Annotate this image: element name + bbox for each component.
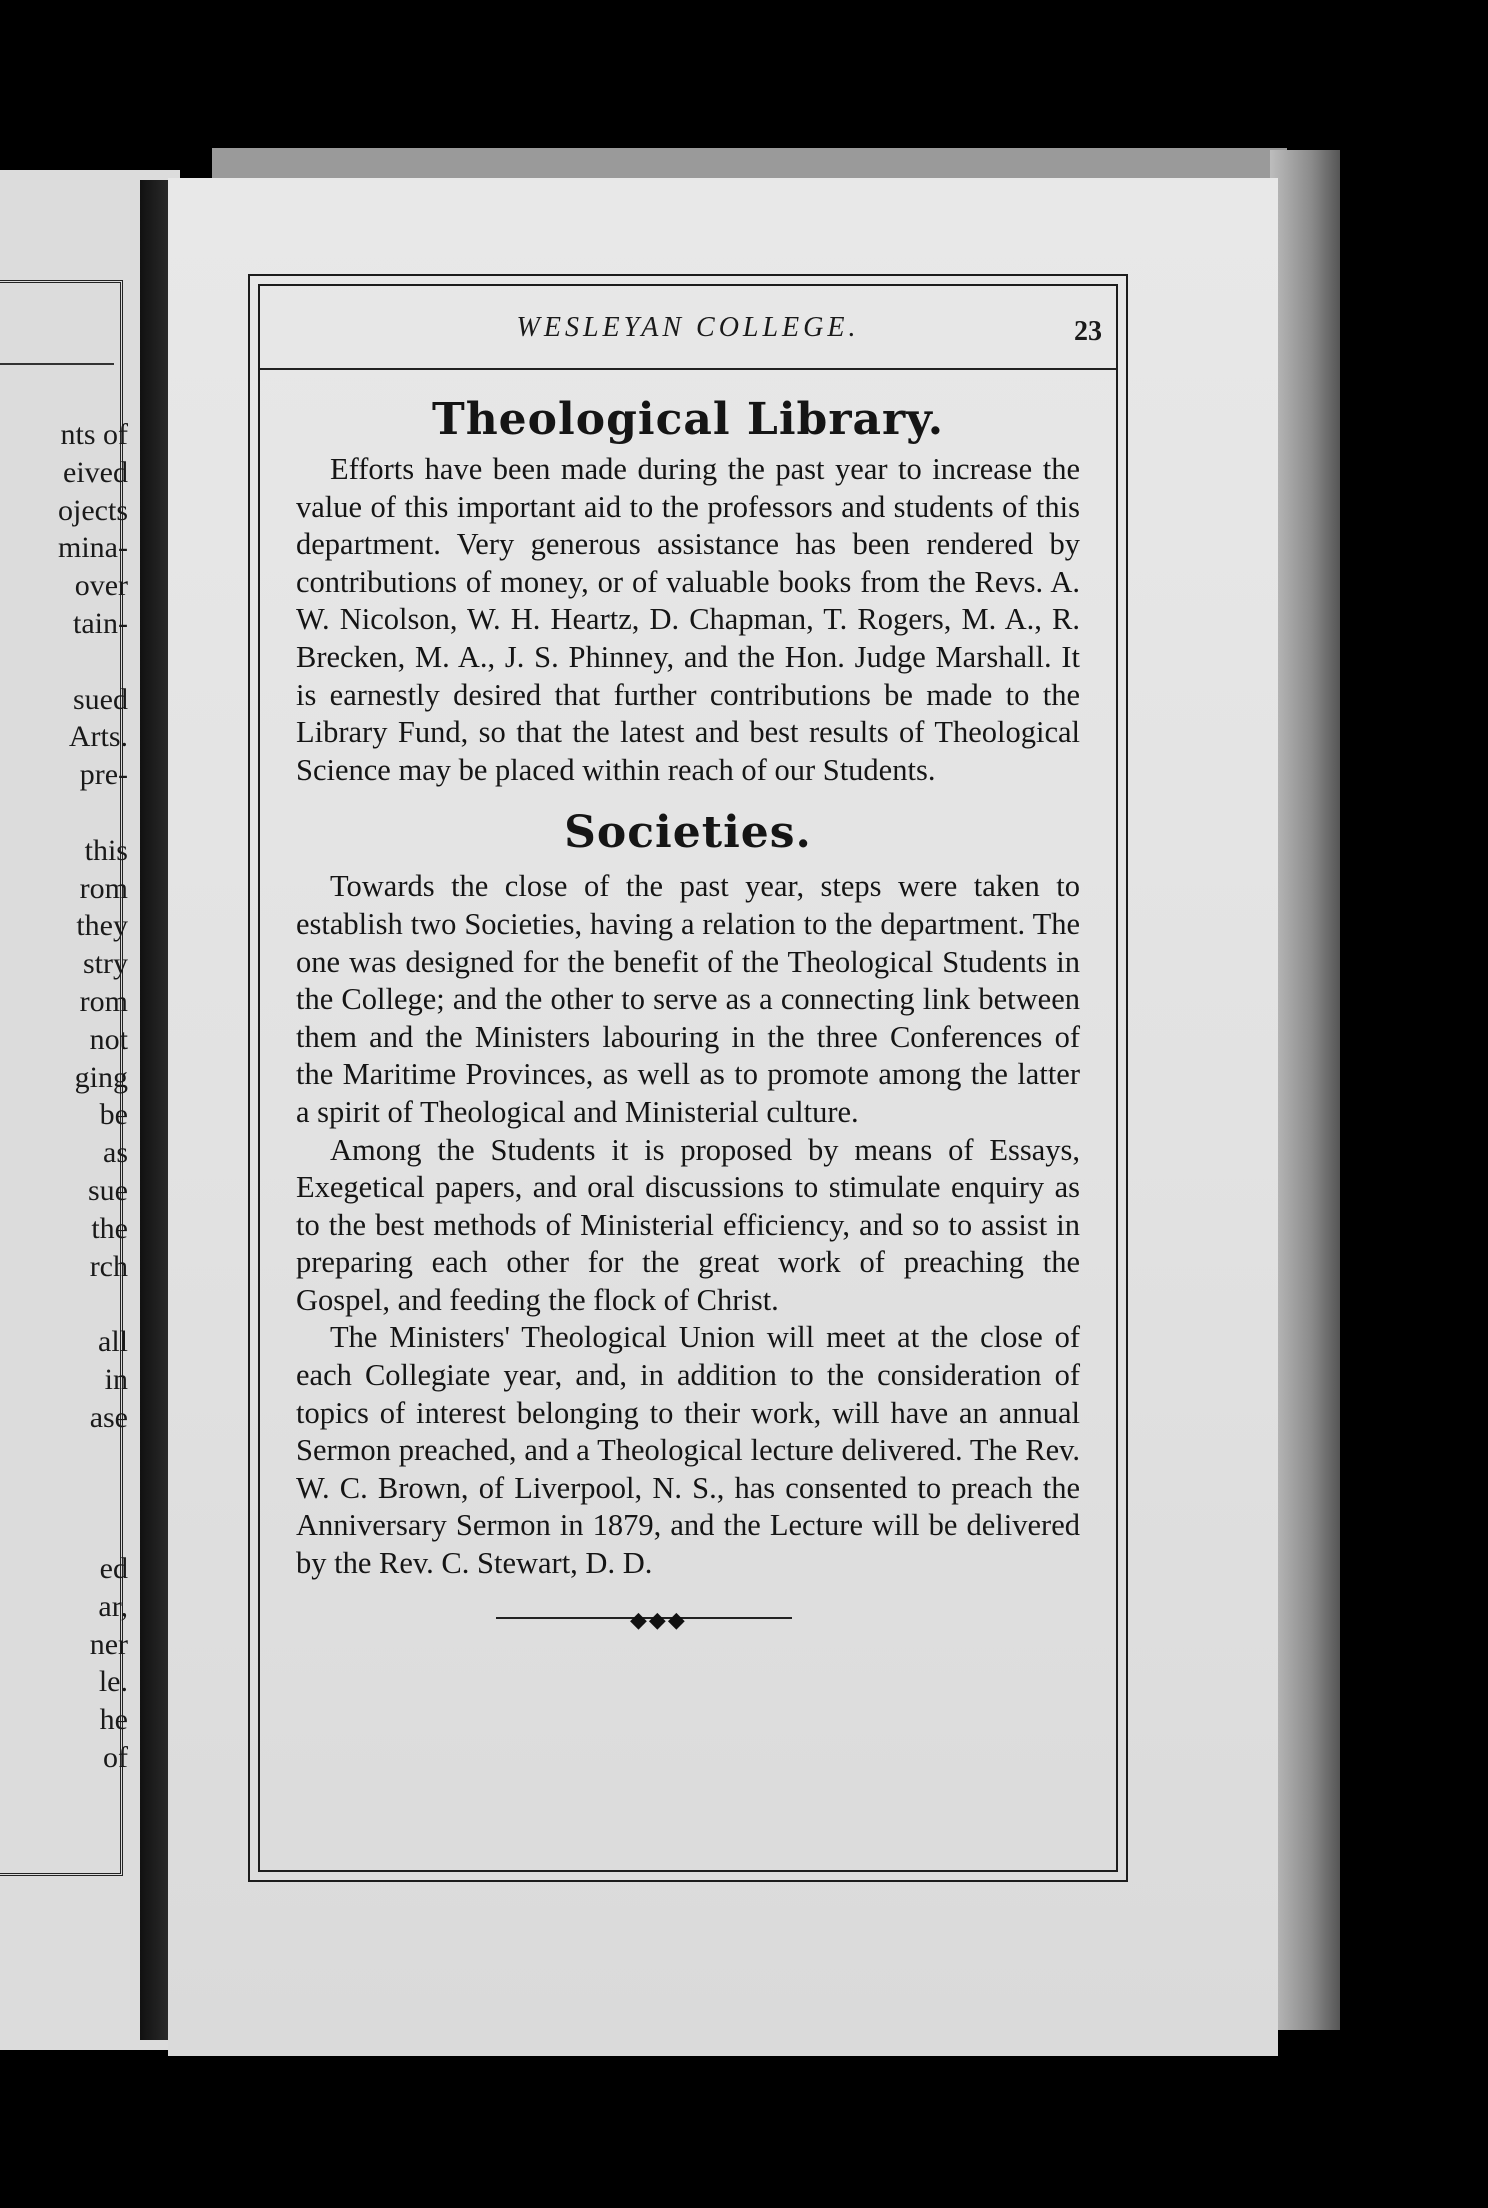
running-head: WESLEYAN COLLEGE. <box>516 312 860 343</box>
left-line: rch <box>89 1249 128 1283</box>
left-page-text <box>8 416 128 1777</box>
left-line: this <box>84 833 128 867</box>
left-line <box>8 1474 128 1512</box>
left-line: ase <box>89 1400 128 1434</box>
left-line: sued <box>73 682 128 716</box>
left-line: in <box>104 1362 128 1396</box>
left-line: ed <box>99 1551 128 1585</box>
left-line: Arts. <box>68 720 128 754</box>
left-line: all <box>98 1325 128 1359</box>
left-line: over <box>74 569 128 603</box>
left-line: rom <box>79 871 128 905</box>
left-line: of <box>103 1740 128 1774</box>
left-line: nts of <box>60 418 128 451</box>
left-line: ging <box>74 1060 128 1094</box>
left-line: stry <box>83 947 128 981</box>
left-line: le. <box>98 1665 128 1699</box>
section-heading-theological-library: Theological Library. <box>431 394 945 445</box>
left-line: ner <box>89 1627 128 1661</box>
page-border-inner <box>258 284 1118 1872</box>
left-page-header-rule <box>0 363 114 365</box>
left-line: sue <box>88 1173 128 1207</box>
section-heading-societies: Societies. <box>564 807 812 859</box>
page-number: 23 <box>1074 316 1102 347</box>
left-line: ar, <box>98 1589 128 1623</box>
left-line <box>8 1437 128 1475</box>
left-line: they <box>76 909 128 943</box>
left-line <box>8 1285 128 1323</box>
left-line <box>8 643 128 681</box>
left-line: not <box>89 1022 128 1056</box>
page-stack-right-edge <box>1270 150 1340 2030</box>
left-line: eived <box>63 455 128 489</box>
page-border-outer <box>248 274 1128 1882</box>
page-body <box>296 394 1080 1635</box>
header-rule <box>260 368 1116 370</box>
left-line: ojects <box>58 493 128 527</box>
closing-ornament <box>296 1605 1080 1635</box>
left-line: be <box>99 1098 128 1132</box>
book-page <box>168 178 1278 2056</box>
left-line: tain- <box>73 606 128 640</box>
left-line: mina- <box>58 531 128 565</box>
left-line: he <box>99 1703 128 1737</box>
ornament-diamonds: ◆◆◆ <box>630 1606 687 1632</box>
left-line: rom <box>79 984 128 1018</box>
left-line <box>8 794 128 832</box>
paragraph: Towards the close of the past year, steps were taken to establish two Societies, having a relation to the department. The one was designed for the benefit of the Theological Students in the College; and the other to serve as a connecting link between them and the Ministers labouring in the three Conferences of the Maritime Provinces, as well as to promote among the latter a spirit of Theological and Ministerial culture. <box>296 869 1080 1129</box>
left-line: as <box>103 1136 128 1170</box>
left-line: the <box>91 1211 128 1245</box>
left-line <box>8 1512 128 1550</box>
paragraph: The Ministers' Theological Union will meet at the close of each Collegiate year, and, in addition to the consideration of topics of interest belonging to their work, will have an annual Sermon preached, and a Theological lecture delivered. The Rev. W. C. Brown, of Liverpool, N. S., has consented to preach the Anniversary Sermon in 1879, and the Lecture will be delivered by the Rev. C. Stewart, D. D. <box>296 1320 1080 1581</box>
paragraph: Efforts have been made during the past year to increase the value of this important aid to the professors and students of this department. Very generous assistance has been rendered by contributions of money, or of valuable books from the Revs. A. W. Nicolson, W. H. Heartz, D. Chapman, T. Rogers, M. A., R. Brecken, M. A., J. S. Phinney, and the Hon. Judge Marshall. It is earnestly desired that further contributions be made to the Library Fund, so that the latest and best results of Theological Science may be placed within reach of our Students. <box>296 452 1080 787</box>
paragraph: Among the Students it is proposed by means of Essays, Exegetical papers, and oral discussions to stimulate enquiry as to the best methods of Ministerial efficiency, and so to assist in preparing each other for the great work of preaching the Gospel, and feeding the flock of Christ. <box>296 1132 1080 1317</box>
left-line: pre- <box>79 758 128 792</box>
